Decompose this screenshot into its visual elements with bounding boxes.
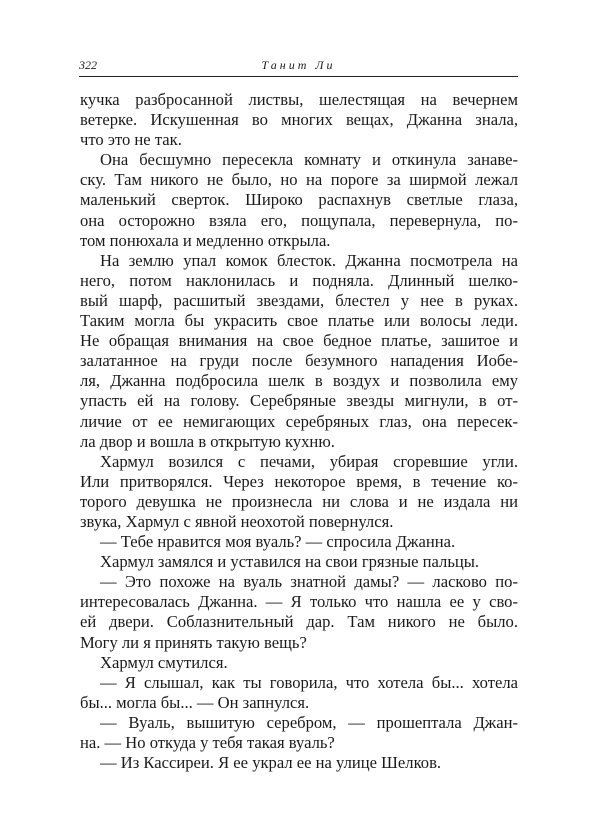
text-line: на. — Но откуда у тебя такая вуаль? <box>80 733 335 752</box>
text-line: Могу ли я принять такую вещь? <box>80 632 307 652</box>
text-line: вый шарф, расшитый звездами, блестел у нее в руках. <box>80 290 518 310</box>
text-line: — Вуаль, вышитую серебром, — прошептала Джан- <box>100 712 518 732</box>
text-line: него, потом наклонилась и подняла. Длинный шелко- <box>80 270 518 290</box>
text-line: интересовалась Джанна. — Я только что нашла ее у сво- <box>80 592 518 612</box>
page-number: 322 <box>79 58 97 72</box>
text-line: Или притворялся. Через некоторое время, в течение ко- <box>80 471 518 491</box>
text-line: — Я слышал, как ты говорила, что хотела бы... хотела <box>100 672 518 692</box>
text-line: Таким могла бы украсить свое платье или волосы леди. <box>80 311 518 331</box>
text-line: она осторожно взяла его, пощупала, перевернула, по- <box>80 210 518 230</box>
text-line: бы... могла бы... — Он запнулся. <box>80 692 310 712</box>
text-line: Не обращая внимания на свое бедное платье, зашитое и <box>80 331 518 351</box>
text-line: — Это похоже на вуаль знатной дамы? — ласково по- <box>100 572 518 592</box>
page-body-text <box>80 90 518 773</box>
text-line: что это не так. <box>80 130 182 150</box>
running-head: Танит Ли <box>261 58 336 72</box>
text-line: маленький сверток. Широко распахнув светлые глаза, <box>80 190 518 210</box>
text-line: На землю упал комок блесток. Джанна посмотрела на <box>100 250 518 270</box>
text-line: личие от ее немигающих серебряных глаз, она пересек- <box>80 411 518 431</box>
text-line: звука, Хармул с явной неохотой повернулся. <box>80 511 394 531</box>
text-line: ла двор и вошла в открытую кухню. <box>80 431 335 451</box>
text-line: Хармул смутился. <box>100 652 228 672</box>
text-line: залатанное на груди после безумного нападения Иобе- <box>80 351 518 371</box>
text-line: ску. Там никого не было, но на пороге за ширмой лежал <box>80 170 518 190</box>
text-line: том понюхала и медленно открыла. <box>80 230 331 250</box>
text-line: Хармул возился с печами, убирая сгоревшие угли. <box>100 451 518 471</box>
text-line: — Из Кассиреи. Я ее украл ее на улице Шелков. <box>100 753 442 773</box>
text-line: Она бесшумно пересекла комнату и откинула занаве- <box>100 150 518 170</box>
text-line: ветерке. Искушенная во многих вещах, Джанна знала, <box>80 110 518 130</box>
page-header <box>79 58 518 77</box>
text-line: ля, Джанна подбросила шелк в воздух и позволила ему <box>80 371 518 391</box>
text-line: торого девушка не произнесла ни слова и не издала ни <box>80 491 518 511</box>
text-line: — Тебе нравится моя вуаль? — спросила Джанна. <box>100 532 456 552</box>
text-line: упасть ей на голову. Серебряные звезды мигнули, в от- <box>80 391 518 411</box>
text-line: Хармул замялся и уставился на свои грязные пальцы. <box>100 552 480 572</box>
text-line: ей двери. Соблазнительный дар. Там никого не было. <box>80 612 518 632</box>
text-line: кучка разбросанной листвы, шелестящая на вечернем <box>80 90 518 109</box>
